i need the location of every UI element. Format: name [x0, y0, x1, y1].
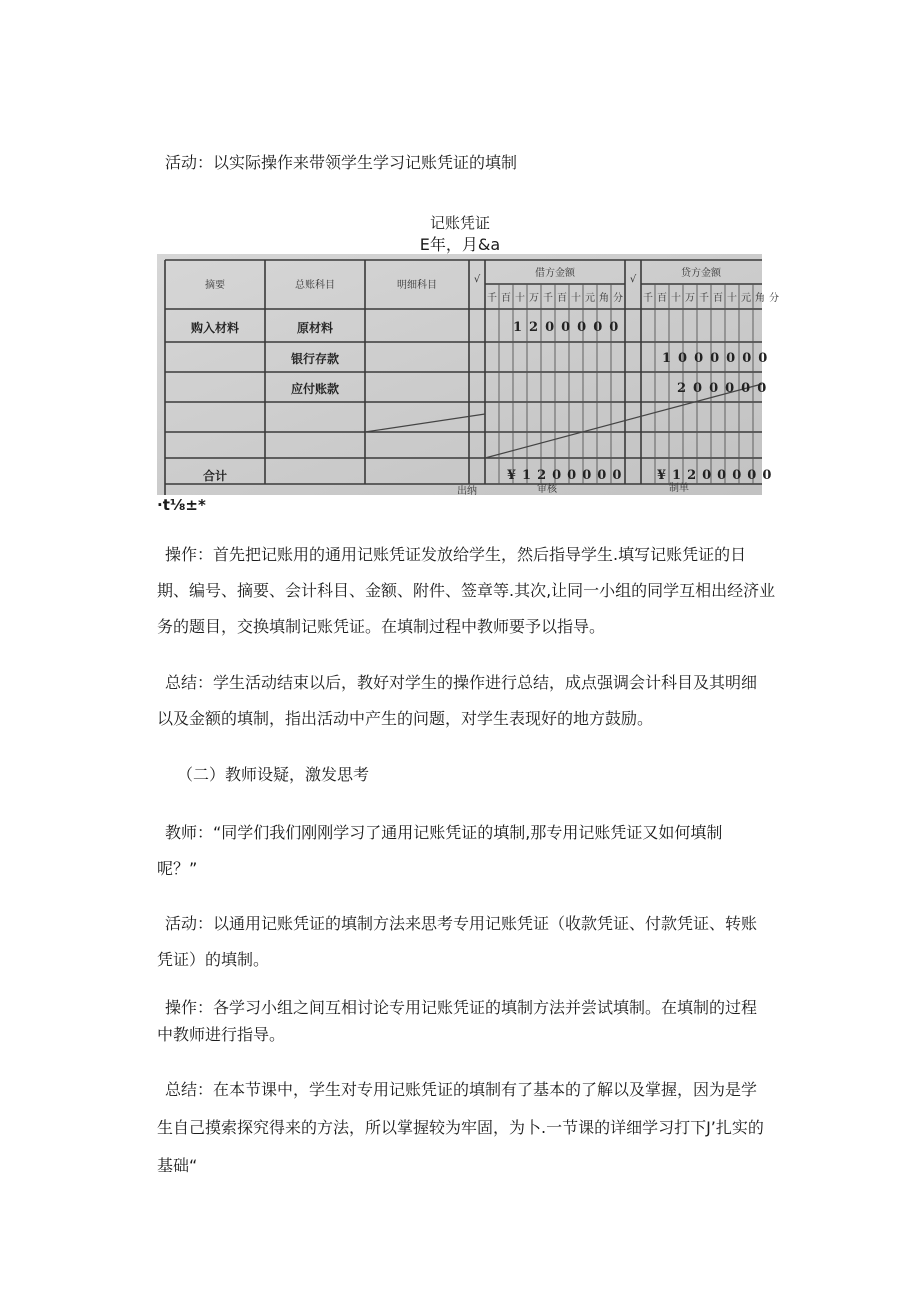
credit-unit-6: 十 — [727, 293, 737, 304]
voucher-caption: ·t⅛±* — [157, 496, 206, 514]
credit-unit-7: 元 — [741, 293, 751, 304]
teacher-paragraph-line1: 教师：“同学们我们刚刚学习了通用记账凭证的填制,那专用记账凭证又如何填制 — [165, 823, 723, 842]
debit-unit-7: 元 — [585, 293, 595, 304]
voucher-title: 记账凭证 — [429, 214, 490, 232]
debit-unit-3: 万 — [529, 293, 539, 304]
debit-unit-1: 百 — [501, 293, 511, 304]
summary-paragraph-line2: 以及金额的填制，指出活动中产生的问题，对学生表现好的地方鼓励。 — [157, 709, 654, 728]
teacher-paragraph-line2: 呢？” — [157, 859, 198, 878]
total-debit-amount: ¥1200000 — [507, 468, 628, 483]
header-detail-account: 明细科目 — [397, 280, 437, 291]
operation2-paragraph-line1: 操作：各学习小组之间互相讨论专用记账凭证的填制方法并尝试填制。在填制的过程 — [165, 998, 758, 1017]
credit-unit-8: 角 — [755, 293, 765, 304]
credit-unit-2: 十 — [671, 293, 681, 304]
operation-paragraph-line3: 务的题目，交换填制记账凭证。在填制过程中教师要予以指导。 — [157, 617, 606, 636]
footer-preparer: 制单 — [669, 483, 689, 494]
debit-unit-6: 十 — [571, 293, 581, 304]
operation2-paragraph-line2: 中教师进行指导。 — [157, 1025, 286, 1044]
activity2-paragraph-line1: 活动：以通用记账凭证的填制方法来思考专用记账凭证（收款凭证、付款凭证、转账 — [165, 914, 758, 933]
row3-account: 应付账款 — [290, 382, 340, 396]
credit-unit-5: 百 — [713, 293, 723, 304]
voucher-photo — [157, 254, 779, 497]
credit-unit-0: 千 — [643, 293, 653, 304]
credit-unit-4: 千 — [699, 293, 709, 304]
header-general-account: 总账科目 — [295, 280, 335, 291]
header-check-debit: √ — [473, 274, 481, 285]
debit-unit-5: 百 — [557, 293, 567, 304]
summary-paragraph-line1: 总结：学生活动结束以后，教好对学生的操作进行总结，成点强调会计科目及其明细 — [165, 673, 758, 692]
voucher-date-line: E年，月&a — [419, 235, 501, 254]
summary2-paragraph-line3: 基础“ — [157, 1156, 198, 1175]
summary2-paragraph-line1: 总结：在本节课中，学生对专用记账凭证的填制有了基本的了解以及掌握，因为是学 — [165, 1080, 758, 1099]
row1-summary: 购入材料 — [190, 321, 240, 335]
debit-unit-8: 角 — [599, 293, 609, 304]
row2-credit-amount: 1000000 — [662, 351, 775, 366]
row1-account: 原材料 — [296, 321, 334, 335]
operation-paragraph-line1: 操作：首先把记账用的通用记账凭证发放给学生，然后指导学生.填写记账凭证的日 — [165, 545, 747, 564]
total-credit-amount: ¥1200000 — [657, 468, 778, 483]
debit-unit-2: 十 — [515, 293, 525, 304]
row3-credit-amount: 200000 — [677, 381, 774, 396]
debit-unit-9: 分 — [613, 293, 623, 304]
footer-cashier: 出纳 — [457, 486, 477, 497]
summary2-paragraph-line2: 生自己摸索探究得来的方法，所以掌握较为牢固，为卜.一节课的详细学习打下J’扎实的 — [157, 1118, 764, 1137]
section-heading: （二）教师设疑，激发思考 — [177, 765, 370, 784]
credit-unit-1: 百 — [657, 293, 667, 304]
row1-debit-amount: 1200000 — [513, 320, 626, 335]
header-summary: 摘要 — [205, 280, 225, 291]
debit-unit-0: 千 — [487, 293, 497, 304]
credit-unit-3: 万 — [685, 293, 695, 304]
row2-account: 银行存款 — [290, 352, 340, 366]
header-check-credit: √ — [629, 274, 637, 285]
header-debit: 借方金额 — [535, 268, 575, 279]
credit-unit-9: 分 — [769, 293, 779, 304]
operation-paragraph-line2: 期、编号、摘要、会计科目、金额、附件、签章等.其次,让同一小组的同学互相出经济业 — [157, 581, 776, 600]
activity-line: 活动：以实际操作来带领学生学习记账凭证的填制 — [165, 153, 518, 172]
activity2-paragraph-line2: 凭证）的填制。 — [157, 950, 270, 969]
total-label: 合计 — [202, 469, 228, 483]
footer-reviewer: 审核 — [537, 484, 557, 495]
debit-unit-4: 千 — [543, 293, 553, 304]
header-credit: 贷方金额 — [681, 268, 721, 279]
